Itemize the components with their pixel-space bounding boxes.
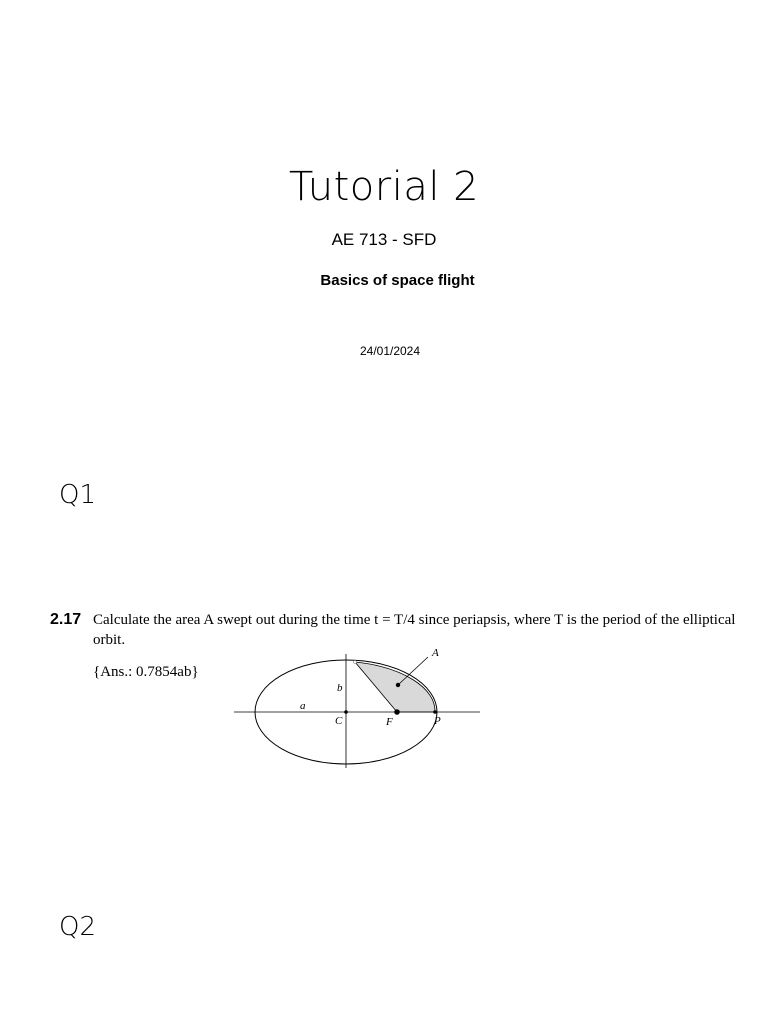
center-point: [344, 710, 348, 714]
label-center: C: [335, 715, 343, 727]
problem-answer: {Ans.: 0.7854ab}: [93, 664, 199, 680]
swept-area-shaded: [355, 662, 435, 712]
minor-axis-top-point: [354, 661, 357, 664]
label-semi-major: a: [300, 700, 306, 712]
label-periapsis: P: [434, 715, 441, 727]
question-2-heading: Q2: [59, 912, 97, 942]
page-title: Tutorial 2: [288, 164, 480, 210]
area-marker: [396, 683, 400, 687]
periapsis-point: [433, 710, 437, 714]
topic-heading: Basics of space flight: [320, 272, 475, 289]
problem-number: 2.17: [50, 611, 82, 628]
ellipse-orbit-figure: [230, 640, 485, 775]
label-area: A: [432, 647, 439, 659]
label-focus: F: [386, 716, 393, 728]
problem-text: Calculate the area A swept out during the time t = T/4 since periapsis, where T is the period of the elliptical orbit.: [93, 612, 736, 648]
tutorial-date: 24/01/2024: [359, 344, 421, 358]
course-code: AE 713 - SFD: [331, 230, 437, 249]
question-1-heading: Q1: [59, 480, 97, 510]
focus-point: [394, 709, 400, 715]
label-semi-minor: b: [337, 682, 343, 694]
